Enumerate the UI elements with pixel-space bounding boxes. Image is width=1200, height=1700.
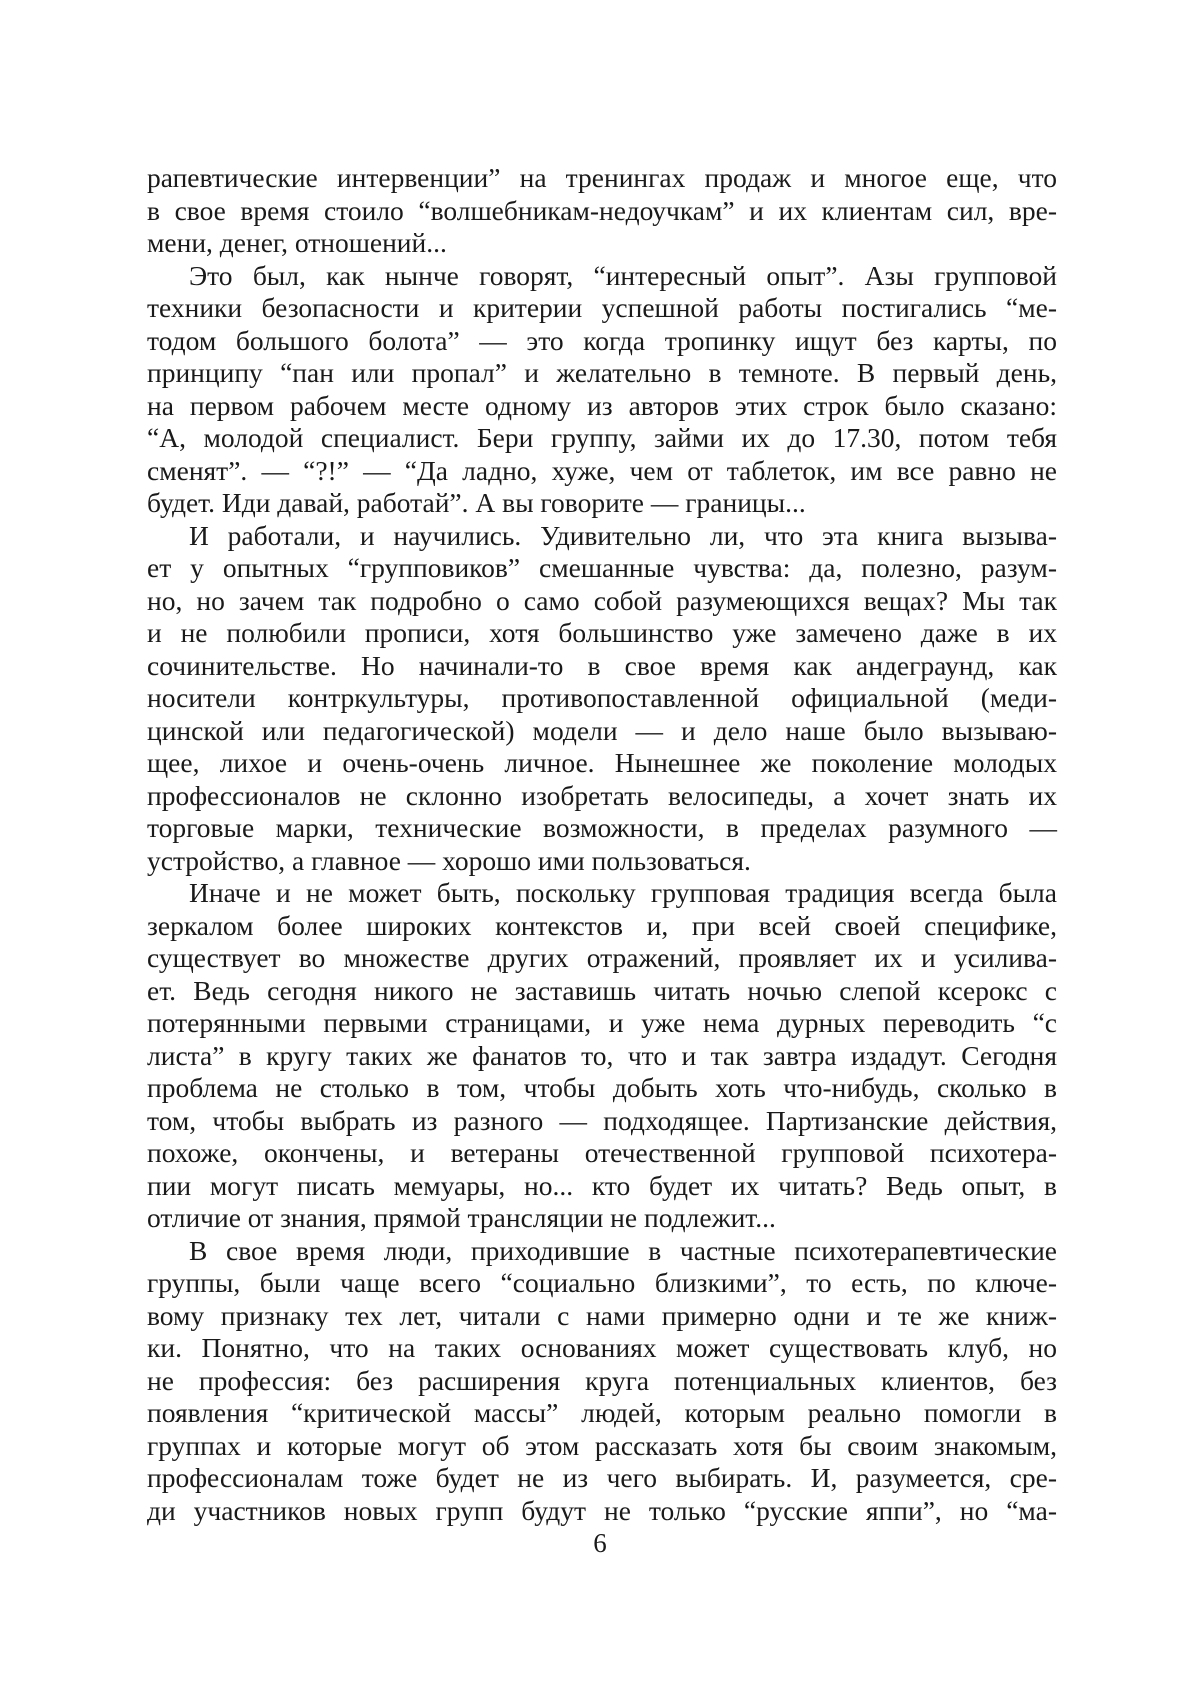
text-line: профессионалов не склонно изобретать велосипеды, а хочет знать их bbox=[147, 779, 1057, 811]
text-line: существует во множестве других отражений, проявляет их и усилива- bbox=[147, 942, 1057, 973]
text-line: щее, лихое и очень-очень личное. Нынешнее же поколение молодых bbox=[147, 747, 1057, 778]
text-line: торговые марки, технические возможности, в пределах разумного — bbox=[147, 812, 1057, 843]
text-line: и не полюбили прописи, хотя большинство уже замечено даже в их bbox=[147, 617, 1057, 648]
text-line: вому признаку тех лет, читали с нами примерно одни и те же книж- bbox=[147, 1299, 1057, 1331]
text-line: группах и которые могут об этом рассказать хотя бы своим знакомым, bbox=[147, 1429, 1057, 1461]
text-line: не профессия: без расширения круга потенциальных клиентов, без bbox=[147, 1364, 1057, 1396]
text-line: на первом рабочем месте одному из авторов этих строк было сказано: bbox=[147, 389, 1057, 421]
text-line: носители контркультуры, противопоставленной официальной (меди- bbox=[147, 682, 1057, 713]
text-line: похоже, окончены, и ветераны отечественной групповой психотера- bbox=[147, 1137, 1057, 1168]
text-line: в свое время стоило “волшебникам-недоучкам” и их клиентам сил, вре- bbox=[147, 194, 1057, 226]
text-line: но, но зачем так подробно о само собой разумеющихся вещах? Мы так bbox=[147, 584, 1057, 616]
text-line: сочинительстве. Но начинали-то в свое время как андеграунд, как bbox=[147, 649, 1057, 681]
text-line: группы, были чаще всего “социально близкими”, то есть, по ключе- bbox=[147, 1267, 1057, 1298]
text-line: появления “критической массы” людей, которым реально помогли в bbox=[147, 1397, 1057, 1428]
text-line: В свое время люди, приходившие в частные психотерапевтические bbox=[189, 1234, 1057, 1266]
text-line: тодом большого болота” — это когда тропинку ищут без карты, по bbox=[147, 324, 1057, 356]
text-line: пии могут писать мемуары, но... кто будет их читать? Ведь опыт, в bbox=[147, 1169, 1057, 1201]
text-line: “А, молодой специалист. Бери группу, займи их до 17.30, потом тебя bbox=[147, 422, 1057, 453]
text-line: устройство, а главное — хорошо ими пользоваться. bbox=[147, 844, 751, 876]
text-line: ки. Понятно, что на таких основаниях может существовать клуб, но bbox=[147, 1332, 1057, 1363]
text-line: сменят”. — “?!” — “Да ладно, хуже, чем от таблеток, им все равно не bbox=[147, 454, 1057, 486]
text-line: будет. Иди давай, работай”. А вы говорите — границы... bbox=[147, 487, 806, 518]
body-text bbox=[147, 162, 1057, 1527]
text-line: потерянными первыми страницами, и уже нема дурных переводить “с bbox=[147, 1007, 1057, 1038]
text-line: Это был, как нынче говорят, “интересный опыт”. Азы групповой bbox=[189, 259, 1057, 291]
text-line: ди участников новых групп будут не только “русские яппи”, но “ма- bbox=[147, 1494, 1057, 1526]
text-line: ет. Ведь сегодня никого не заставишь читать ночью слепой ксерокс с bbox=[147, 974, 1057, 1006]
text-line: зеркалом более широких контекстов и, при всей своей специфике, bbox=[147, 909, 1057, 941]
text-line: Иначе и не может быть, поскольку групповая традиция всегда была bbox=[189, 877, 1057, 908]
text-line: цинской или педагогической) модели — и дело наше было вызываю- bbox=[147, 714, 1057, 746]
text-line: И работали, и научились. Удивительно ли, что эта книга вызыва- bbox=[189, 519, 1057, 551]
text-line: профессионалам тоже будет не из чего выбирать. И, разумеется, сре- bbox=[147, 1462, 1057, 1493]
text-line: рапевтические интервенции” на тренингах продаж и многое еще, что bbox=[147, 162, 1057, 193]
text-line: листа” в кругу таких же фанатов то, что и так завтра издадут. Сегодня bbox=[147, 1039, 1057, 1071]
text-line: отличие от знания, прямой трансляции не подлежит... bbox=[147, 1202, 776, 1233]
page-number: 6 bbox=[593, 1528, 607, 1558]
text-line: мени, денег, отношений... bbox=[147, 227, 447, 258]
text-line: проблема не столько в том, чтобы добыть хоть что-нибудь, сколько в bbox=[147, 1072, 1057, 1103]
text-line: ет у опытных “групповиков” смешанные чувства: да, полезно, разум- bbox=[147, 552, 1057, 583]
text-line: принципу “пан или пропал” и желательно в темноте. В первый день, bbox=[147, 357, 1057, 388]
text-line: техники безопасности и критерии успешной работы постигались “ме- bbox=[147, 292, 1057, 323]
text-line: том, чтобы выбрать из разного — подходящее. Партизанские действия, bbox=[147, 1104, 1057, 1136]
